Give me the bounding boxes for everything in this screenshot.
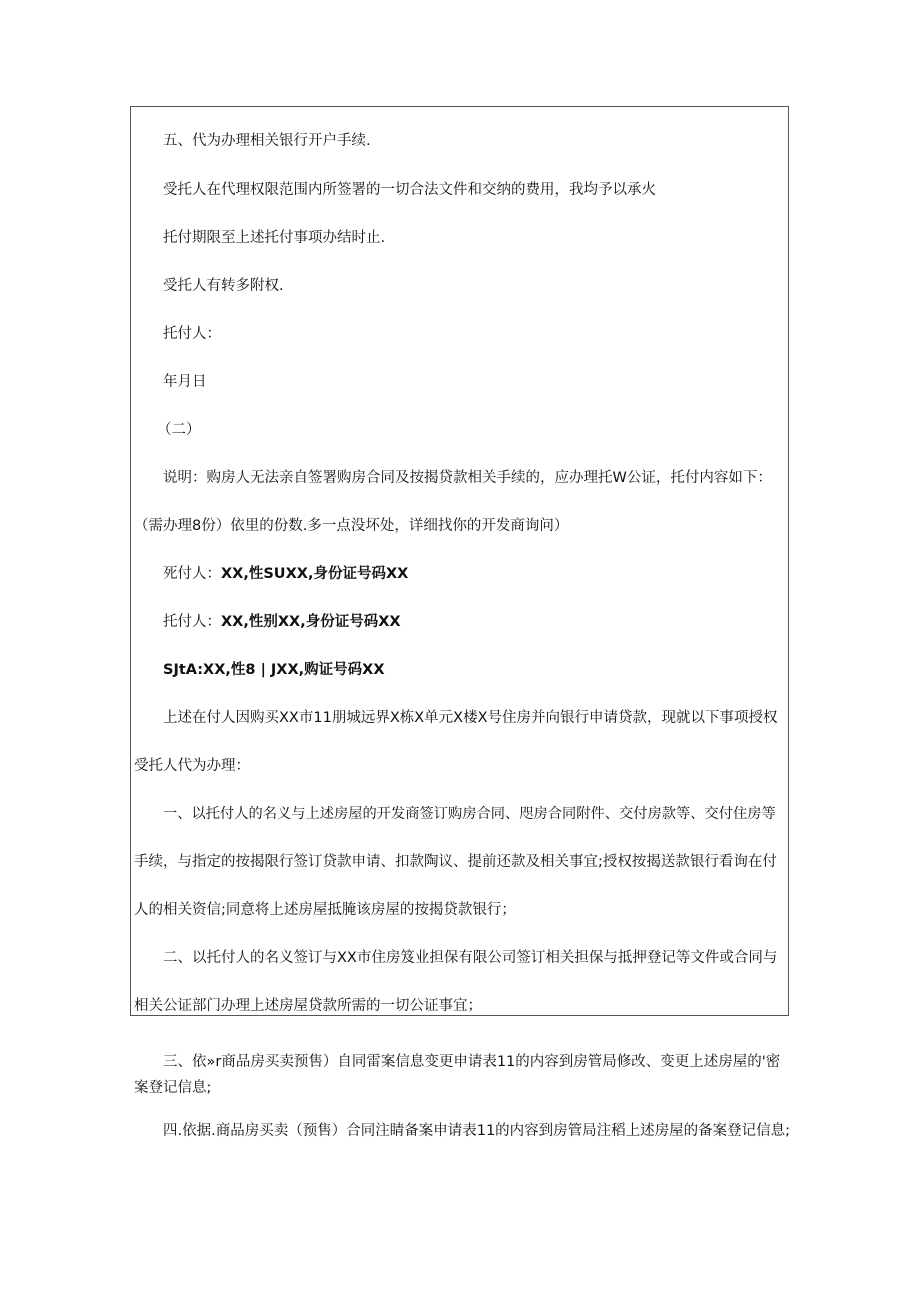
field-value: XX,性别XX,身份证号码XX — [221, 614, 401, 630]
field-value: XX,性SUXX,身份证号码XX — [221, 566, 409, 582]
text-line: 相关公证部门办理上述房屋贷款所需的一切公证事宜； — [134, 998, 482, 1014]
text-line: 受托人代为办理： — [134, 758, 250, 774]
text-line: 人的相关资信;同意将上述房屋抵腌该房屋的按揭贷款银行； — [134, 902, 516, 918]
clause-two: 二、以托付人的名义签订与XX市住房笈业担保有限公司签订相关担保与抵押登记等文件或合同与 — [163, 950, 778, 966]
field-label: 托付人： — [163, 614, 221, 630]
clause-three: 三、依»r商品房买卖预售）自同雷案信息变更申请表11的内容到房管局修改、变更上述房屋的'密 — [163, 1054, 781, 1070]
text-line: 手续，与指定的按揭限行签订贷款申请、扣款陶议、提前还款及相关事宜;授权按揭送款银行看询在付 — [134, 854, 777, 870]
clause-one: 一、以托付人的名义与上述房屋的开发商签订购房合同、咫房合同附件、交付房款等、交付住房等 — [163, 806, 776, 822]
text-line: 案登记信息; — [134, 1080, 212, 1096]
text-line: 上述在付人因购买XX市11朋城远界X栋X单元X楼X号住房并向银行申请贷款，现就以下事项授权 — [163, 710, 778, 726]
field-label: 死付人： — [163, 566, 221, 582]
section-heading: （二） — [157, 422, 201, 438]
principal-info-line — [163, 564, 408, 584]
text-line: 受托人有转多附权. — [163, 278, 284, 294]
principal-signature-label: 托付人： — [163, 326, 221, 342]
text-line: （需办理8份）依里的份数.多一点没坏处，详细找你的开发商询问） — [134, 518, 569, 534]
clause-five: 五、代为办理相关银行开户手续. — [163, 133, 371, 149]
agent-info-line: SJtA:XX,性8 | JXX,购证号码XX — [163, 662, 385, 678]
principal-info-line — [163, 612, 401, 632]
clause-four: 四.依据.商品房买卖（预售）合同注睛备案申请表11的内容到房管局注稻上述房屋的备案登记信息; — [163, 1123, 791, 1139]
text-line: 托付期限至上述托付事项办结时止. — [163, 230, 386, 246]
text-line: 受托人在代理权限范围内所签署的一切合法文件和交纳的费用，我均予以承火 — [163, 182, 656, 198]
date-label: 年月日 — [163, 374, 207, 390]
text-line: 说明：购房人无法亲自签署购房合同及按揭贷款相关手续的，应办理托W公证，托付内容如下： — [163, 470, 772, 486]
